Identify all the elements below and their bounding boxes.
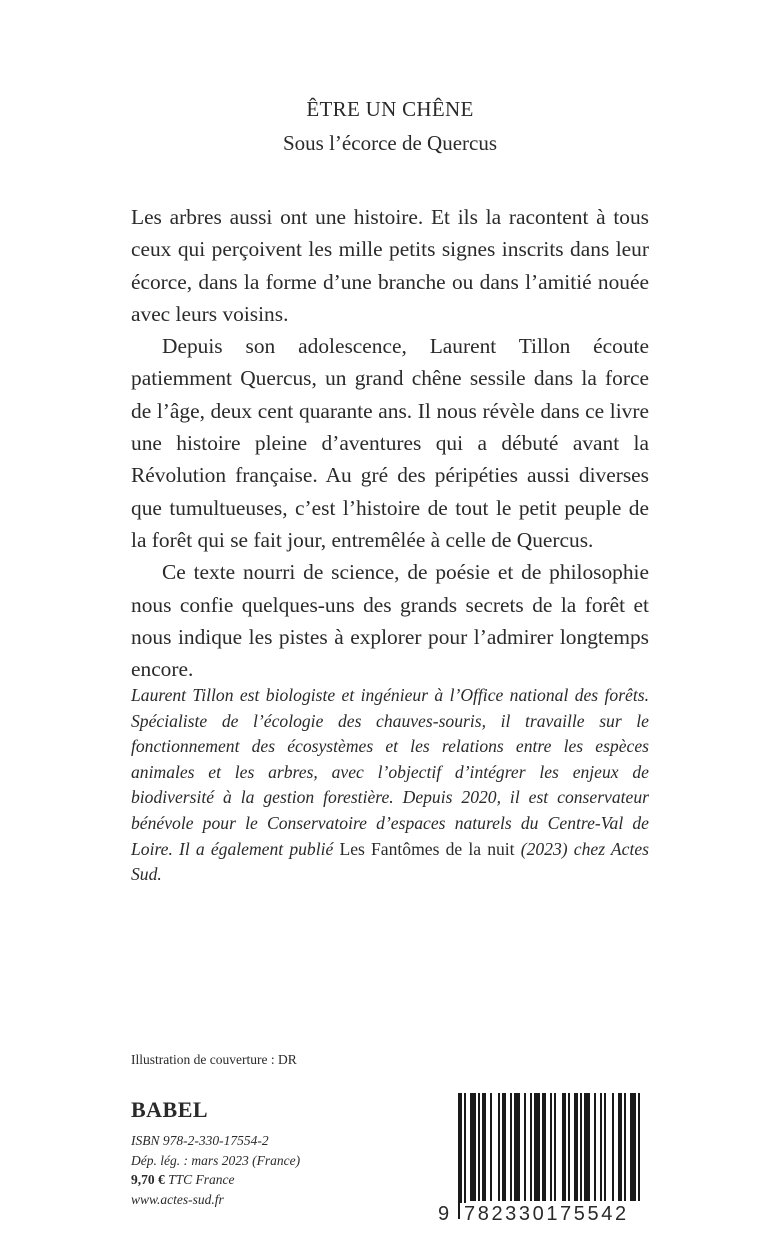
barcode-first-digit: 9	[438, 1203, 452, 1225]
barcode-bar	[502, 1093, 506, 1201]
book-title: ÊTRE UN CHÊNE	[306, 97, 474, 121]
book-meta	[131, 1131, 300, 1209]
cover-credit: Illustration de couverture : DR	[131, 1052, 297, 1067]
summary-paragraph: Les arbres aussi ont une histoire. Et ils la racontent à tous ceux qui perçoivent les mille petits signes inscrits dans leur écorce, dans la forme d’une branche ou dans l’amitié nouée avec leurs voisins.	[131, 205, 649, 326]
barcode-bar	[482, 1093, 486, 1201]
barcode-bar	[510, 1093, 512, 1201]
publisher-logo: BABEL	[131, 1097, 209, 1122]
barcode-bar	[514, 1093, 520, 1201]
price-suffix: TTC France	[168, 1172, 235, 1188]
summary-paragraph: Depuis son adolescence, Laurent Tillon écoute patiemment Quercus, un grand chêne sessile dans la force de l’âge, deux cent quarante ans. Il nous révèle dans ce livre une histoire pleine d’aventures qui a débuté avant la Révolution française. Au gré des péripéties aussi diverses que tumultueuses, c’est l’histoire de tout le petit peuple de la forêt qui se fait jour, entremêlée à celle de Quercus.	[131, 334, 649, 552]
summary-paragraph: Ce texte nourri de science, de poésie et de philosophie nous confie quelques-uns des grands secrets de la forêt et nous indique les pistes à explorer pour l’admirer longtemps encore.	[131, 560, 649, 682]
price: 9,70 €	[131, 1172, 165, 1188]
author-bio-book-title: Les Fantômes de la nuit	[339, 838, 515, 859]
website: www.actes-sud.fr	[131, 1191, 224, 1207]
barcode-bar	[542, 1093, 546, 1201]
barcode-bar	[554, 1093, 556, 1201]
barcode-bar	[470, 1093, 476, 1201]
barcode-bar	[534, 1093, 540, 1201]
barcode-bar	[604, 1093, 606, 1201]
barcode-bar	[568, 1093, 570, 1201]
barcode-bar	[550, 1093, 552, 1201]
barcode-bar	[584, 1093, 590, 1201]
isbn: ISBN 978-2-330-17554-2	[131, 1133, 269, 1148]
author-bio	[131, 683, 649, 888]
book-subtitle: Sous l’écorce de Quercus	[283, 131, 497, 155]
barcode-bar	[630, 1093, 636, 1201]
barcode-bar	[490, 1093, 492, 1201]
barcode-bar	[638, 1093, 640, 1201]
author-bio-book-year: (2023) chez Actes Sud.	[131, 838, 649, 885]
author-bio-text: Laurent Tillon est biologiste et ingénieur à l’Office national des forêts. Spécialiste de l’écologie des chauves-souris, il travaille sur le fonctionnement des écosystèmes et les relations entre les espèces animales et les arbres, avec l’objectif d’intégrer les enjeux de biodiversité à la gestion forestière. Depuis 2020, il est conservateur bénévole pour le Conservatoire d’espaces naturels du Centre-Val de Loire. Il a également publié	[131, 685, 649, 859]
barcode-bar	[624, 1093, 626, 1201]
barcode-number: 782330175542	[460, 1203, 629, 1226]
price-line	[131, 1170, 300, 1190]
barcode-bar	[524, 1093, 526, 1201]
barcode-bar	[594, 1093, 596, 1201]
summary	[131, 201, 649, 685]
barcode-digits	[438, 1198, 650, 1226]
barcode-bar	[612, 1093, 614, 1201]
barcode-bar	[600, 1093, 602, 1201]
barcode-bar	[580, 1093, 582, 1201]
barcode-bar	[530, 1093, 532, 1201]
barcode-bar	[478, 1093, 480, 1201]
legal-deposit: Dép. lég. : mars 2023 (France)	[131, 1152, 301, 1168]
barcode-bar	[618, 1093, 622, 1201]
barcode-bar	[562, 1093, 566, 1201]
barcode-bar	[574, 1093, 578, 1201]
barcode-bar	[498, 1093, 500, 1201]
